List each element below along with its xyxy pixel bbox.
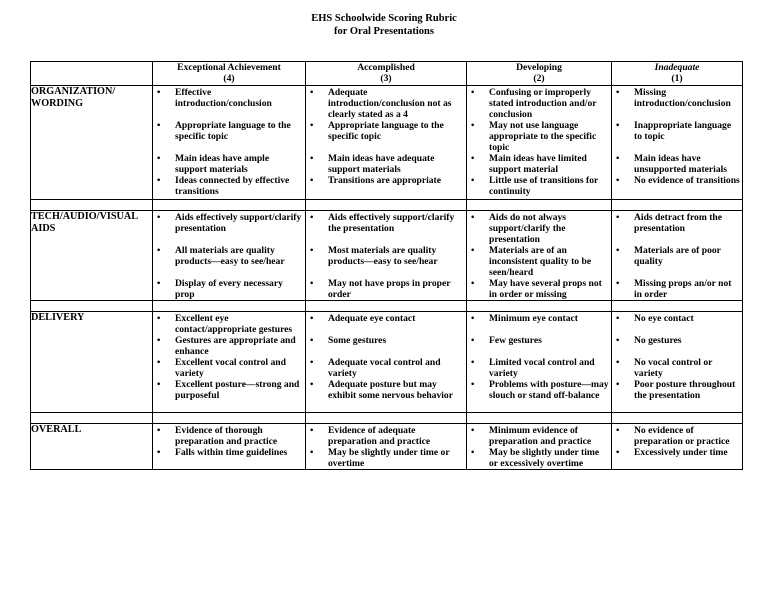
level-points: (3) (380, 73, 392, 84)
criteria-item: • Adequate introduction/conclusion not as clearly stated as a 4 (310, 87, 464, 120)
criteria-item: • Materials are of poor quality (616, 245, 740, 267)
criteria-item: • Ideas connected by effective transitions (157, 175, 303, 197)
criteria-list (306, 211, 466, 300)
rubric-table (30, 61, 743, 470)
criteria-item: • Effective introduction/conclusion (157, 87, 303, 109)
criteria-item: • Display of every necessary prop (157, 278, 303, 300)
criteria-item: • Materials are of an inconsistent quality to be seen/heard (471, 245, 609, 278)
criteria-item: • Evidence of adequate preparation and practice (310, 425, 464, 447)
document-subtitle: for Oral Presentations (334, 26, 434, 37)
level-label: Accomplished (357, 62, 415, 73)
criteria-list (306, 312, 466, 401)
criteria-cell (153, 424, 306, 470)
criteria-item: • Problems with posture—may slouch or stand off-balance (471, 379, 609, 401)
spacer-row (31, 301, 743, 312)
criteria-cell (467, 211, 612, 301)
level-label: Inadequate (654, 62, 700, 73)
criteria-item: • Excellent eye contact/appropriate gestures (157, 313, 303, 335)
rubric-row (31, 424, 743, 470)
criteria-item: • May not have props in proper order (310, 278, 464, 300)
spacer-row (31, 413, 743, 424)
criteria-item: • Few gestures (471, 335, 609, 346)
criteria-list (153, 424, 305, 458)
level-points: (2) (533, 73, 545, 84)
criteria-list (306, 424, 466, 469)
criteria-item: • May have several props not in order or missing (471, 278, 609, 300)
rubric-row (31, 312, 743, 413)
criteria-item: • Main ideas have ample support materials (157, 153, 303, 175)
criteria-item: • Limited vocal control and variety (471, 357, 609, 379)
criteria-item: • May be slightly under time or overtime (310, 447, 464, 469)
criteria-item: • Minimum evidence of preparation and practice (471, 425, 609, 447)
criteria-item: • Evidence of thorough preparation and practice (157, 425, 303, 447)
criteria-item: • Some gestures (310, 335, 464, 346)
spacer-cell (467, 413, 612, 424)
criteria-item: • Adequate eye contact (310, 313, 464, 324)
corner-cell (31, 62, 153, 86)
spacer-row (31, 200, 743, 211)
spacer-cell (612, 200, 743, 211)
criteria-item: • Transitions are appropriate (310, 175, 464, 186)
criteria-item: • Missing introduction/conclusion (616, 87, 740, 109)
criteria-item: • Main ideas have limited support material (471, 153, 609, 175)
criteria-cell (467, 86, 612, 200)
criteria-item: • Aids do not always support/clarify the presentation (471, 212, 609, 245)
criteria-item: • No vocal control or variety (616, 357, 740, 379)
spacer-cell (31, 200, 153, 211)
level-header (153, 62, 306, 86)
criteria-item: • Poor posture throughout the presentation (616, 379, 740, 401)
criteria-cell (612, 211, 743, 301)
criteria-item: • Excellent vocal control and variety (157, 357, 303, 379)
criteria-cell (467, 424, 612, 470)
spacer-cell (306, 301, 467, 312)
criteria-item: • Aids effectively support/clarify the presentation (310, 212, 464, 234)
level-points: (4) (223, 73, 235, 84)
level-header (612, 62, 743, 86)
spacer-cell (467, 301, 612, 312)
level-header (306, 62, 467, 86)
criteria-item: • Adequate vocal control and variety (310, 357, 464, 379)
criteria-list (467, 86, 611, 197)
criteria-item: • All materials are quality products—easy to see/hear (157, 245, 303, 267)
criteria-item: • Excessively under time (616, 447, 740, 458)
criteria-item: • Excellent posture—strong and purposeful (157, 379, 303, 401)
spacer-cell (153, 200, 306, 211)
criteria-item: • No gestures (616, 335, 740, 346)
criteria-item: • Gestures are appropriate and enhance (157, 335, 303, 357)
criteria-item: • Most materials are quality products—easy to see/hear (310, 245, 464, 267)
spacer-cell (467, 200, 612, 211)
criteria-item: • May not use language appropriate to the specific topic (471, 120, 609, 153)
spacer-cell (153, 301, 306, 312)
category-label: OVERALL (31, 424, 153, 470)
criteria-item: • Appropriate language to the specific topic (157, 120, 303, 142)
criteria-cell (306, 86, 467, 200)
criteria-item: • No eye contact (616, 313, 740, 324)
criteria-list (612, 424, 742, 458)
criteria-item: • May be slightly under time or excessively overtime (471, 447, 609, 469)
criteria-item: • Adequate posture but may exhibit some nervous behavior (310, 379, 464, 401)
category-label: ORGANIZATION/ WORDING (31, 86, 153, 200)
criteria-cell (306, 424, 467, 470)
criteria-item: • No evidence of preparation or practice (616, 425, 740, 447)
header-row (31, 62, 743, 86)
level-label: Developing (516, 62, 562, 73)
criteria-item: • Aids detract from the presentation (616, 212, 740, 234)
spacer-cell (612, 413, 743, 424)
criteria-item: • Falls within time guidelines (157, 447, 303, 458)
criteria-list (153, 312, 305, 401)
criteria-item: • Missing props an/or not in order (616, 278, 740, 300)
criteria-cell (153, 312, 306, 413)
rubric-body (31, 86, 743, 470)
criteria-cell (306, 211, 467, 301)
criteria-list (467, 424, 611, 469)
rubric-row (31, 211, 743, 301)
criteria-cell (153, 211, 306, 301)
category-label: TECH/AUDIO/VISUAL AIDS (31, 211, 153, 301)
criteria-item: • Main ideas have adequate support materials (310, 153, 464, 175)
criteria-item: • Inappropriate language to topic (616, 120, 740, 142)
criteria-item: • Main ideas have unsupported materials (616, 153, 740, 175)
criteria-list (467, 211, 611, 300)
criteria-cell (153, 86, 306, 200)
criteria-list (612, 211, 742, 300)
criteria-item: • No evidence of transitions (616, 175, 740, 186)
level-points: (1) (671, 73, 683, 84)
rubric-row (31, 86, 743, 200)
criteria-list (467, 312, 611, 401)
category-label: DELIVERY (31, 312, 153, 413)
spacer-cell (306, 200, 467, 211)
criteria-cell (612, 86, 743, 200)
spacer-cell (306, 413, 467, 424)
level-label: Exceptional Achievement (177, 62, 281, 73)
criteria-cell (306, 312, 467, 413)
criteria-cell (612, 424, 743, 470)
criteria-item: • Aids effectively support/clarify presentation (157, 212, 303, 234)
spacer-cell (153, 413, 306, 424)
criteria-list (612, 86, 742, 186)
criteria-item: • Minimum eye contact (471, 313, 609, 324)
criteria-list (153, 211, 305, 300)
criteria-item: • Little use of transitions for continuity (471, 175, 609, 197)
level-header (467, 62, 612, 86)
spacer-cell (612, 301, 743, 312)
criteria-list (153, 86, 305, 197)
criteria-cell (467, 312, 612, 413)
criteria-list (306, 86, 466, 186)
criteria-item: • Confusing or improperly stated introduction and/or conclusion (471, 87, 609, 120)
criteria-cell (612, 312, 743, 413)
spacer-cell (31, 413, 153, 424)
criteria-list (612, 312, 742, 401)
criteria-item: • Appropriate language to the specific topic (310, 120, 464, 142)
document-title: EHS Schoolwide Scoring Rubric (311, 13, 457, 24)
spacer-cell (31, 301, 153, 312)
